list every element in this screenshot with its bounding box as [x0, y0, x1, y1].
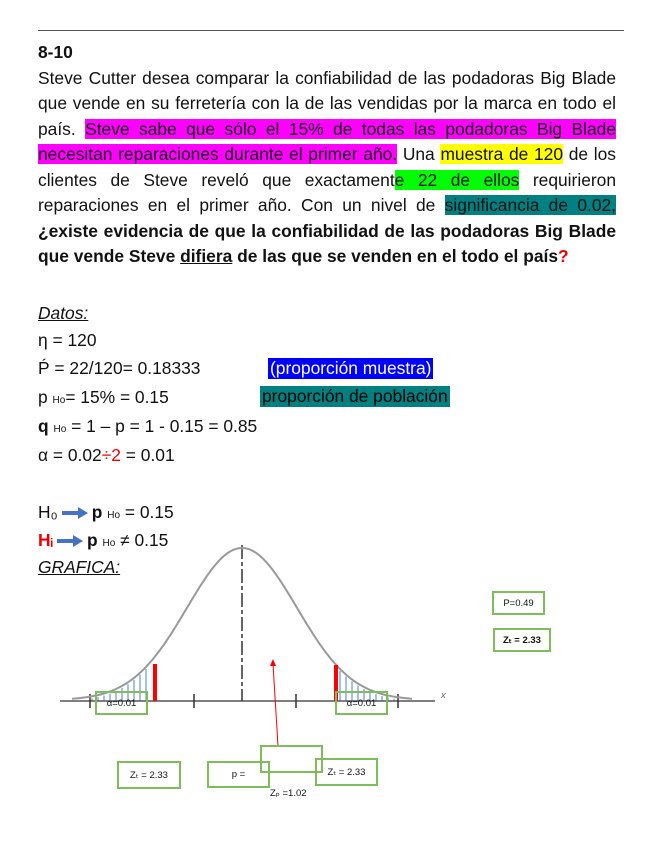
sub: Ho: [52, 395, 66, 406]
highlight-teal: significancia de 0.02,: [444, 195, 617, 215]
h0: H₀: [38, 502, 58, 522]
arrow-head: [270, 659, 276, 666]
arrow-line: [273, 664, 278, 746]
critical-bar-left: [153, 664, 157, 701]
sub: Ho: [53, 424, 67, 435]
zt-left-box: Zₜ = 2.33: [117, 761, 181, 789]
h1: Hᵢ: [38, 530, 54, 550]
text: de los clientes de Steve reveló que exactament: [38, 144, 616, 190]
population-proportion-tag: proporción de población: [262, 386, 448, 406]
highlight-magenta: Steve sabe que sólo el 15% de todas las podadoras Big Blade necesitan reparaciones durante el primer año.: [38, 118, 616, 164]
sample-proportion: Ṕ = 22/120= 0.18333: [38, 358, 201, 378]
a: α = 0.02: [38, 445, 102, 465]
grafica-title: GRAFICA:: [38, 557, 121, 577]
text: requirieron reparaciones en el primer año. Con un nivel de: [38, 169, 616, 215]
value: = 0.15: [120, 502, 174, 522]
p-value-box: P=0.49: [492, 591, 545, 615]
question: ¿existe evidencia de que la confiabilidad de las podadoras Big Blade que vende Steve: [38, 220, 616, 266]
overlay-box: [260, 745, 323, 773]
value: ≠ 0.15: [115, 530, 169, 550]
sub: Ho: [107, 510, 121, 521]
highlight-yellow: muestra de 120: [440, 144, 564, 164]
text: Steve Cutter desea comparar la confiabilidad de las podadoras Big Blade que vende en su ferretería con la de las vendidas por la marca en todo el país.: [38, 67, 616, 139]
zt-right-box: Zₜ = 2.33: [315, 758, 378, 786]
zp-label: Zₚ =1.02: [270, 788, 307, 799]
problem-number: 8-10: [38, 42, 73, 62]
p: p: [91, 502, 108, 522]
b: = 0.01: [120, 445, 175, 465]
sample-size: η = 120: [38, 330, 97, 350]
question-mark: ?: [558, 246, 569, 266]
q: q: [38, 416, 54, 436]
question: de las que se venden en el todo el país: [232, 246, 558, 266]
p: p: [87, 530, 103, 550]
alpha-left-box: α=0.01: [95, 691, 148, 715]
sample-proportion-tag: (proporción muestra): [270, 358, 432, 378]
zt-box: Zₜ = 2.33: [493, 628, 551, 652]
value: = 1 – p = 1 - 0.15 = 0.85: [66, 416, 258, 436]
highlight-green: e 22 de ellos: [394, 169, 520, 190]
text: Una: [397, 144, 441, 164]
value: = 15% = 0.15: [65, 387, 169, 407]
datos-title: Datos:: [38, 303, 89, 323]
question-underlined: difiera: [180, 246, 233, 266]
divide: ÷2: [101, 445, 121, 465]
p-equals-box: p =: [207, 761, 270, 788]
x-axis-label: x: [441, 690, 446, 701]
sub: Ho: [102, 538, 116, 549]
alpha-right-box: α=0.01: [335, 691, 388, 715]
p: p: [38, 387, 53, 407]
